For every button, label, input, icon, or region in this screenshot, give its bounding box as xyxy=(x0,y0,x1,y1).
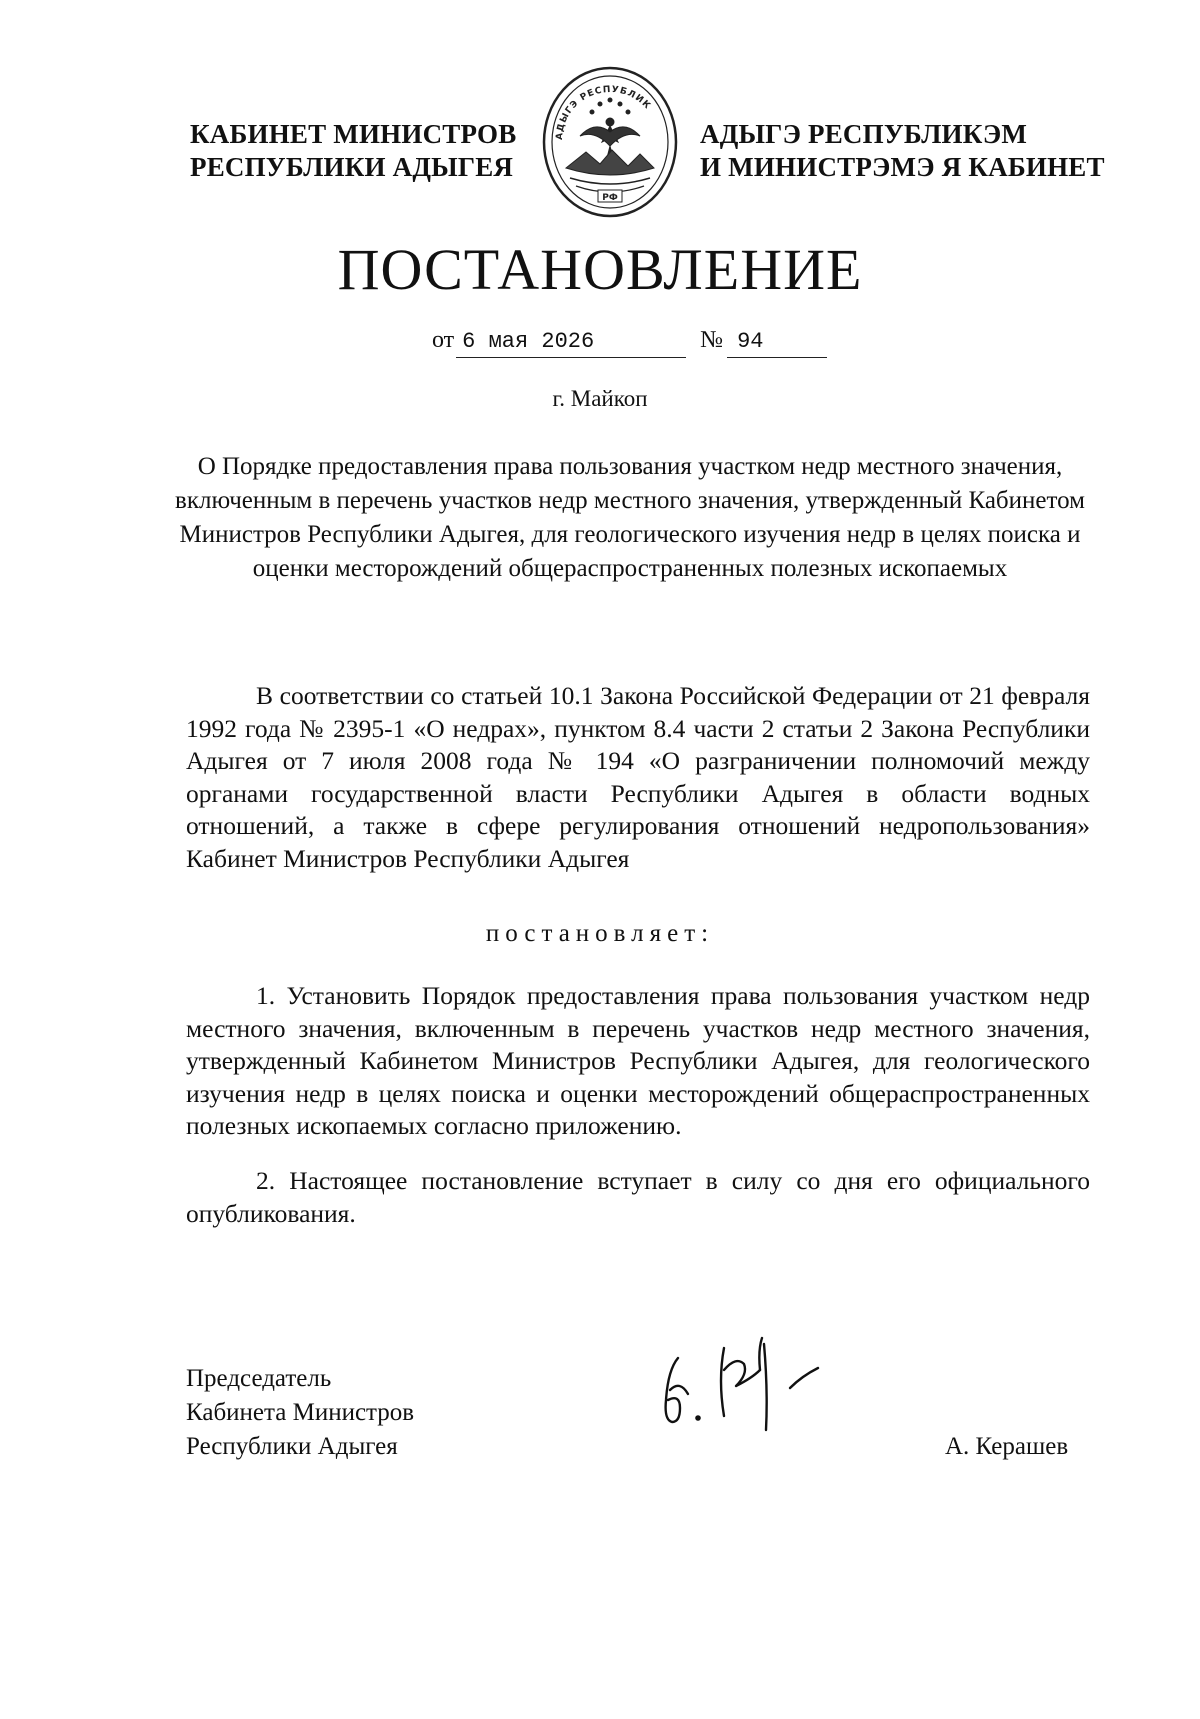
issuer-line: И МИНИСТРЭМЭ Я КАБИНЕТ xyxy=(700,152,1105,182)
resolves-heading: постановляет: xyxy=(485,920,715,947)
issuer-name-adyghe xyxy=(700,118,1105,184)
document-subject: О Порядке предоставления права пользования участком недр местного значения, включенным в перечень участков недр местного значения, утвержденный Кабинетом Министров Республики Адыгея, для геологического изучения недр в целях поиска и оценки месторождений общераспространенных полезных ископаемых xyxy=(175,453,1085,582)
issuer-name-russian xyxy=(190,118,516,184)
signer-position-line: Кабинета Министров xyxy=(186,1399,415,1426)
resolution-item-2: 2. Настоящее постановление вступает в силу со дня его официального опубликования. xyxy=(186,1166,1090,1228)
date-field: 6 мая 2026 xyxy=(456,327,686,358)
preamble-paragraph: В соответствии со статьей 10.1 Закона Российской Федерации от 21 февраля 1992 года № 2395-1 «О недрах», пунктом 8.4 части 2 статьи 2 Закона Республики Адыгея от 7 июля 2008 года № 194 «О разграничении полномочий между органами государственной власти Республики Адыгея в области водных отношений, а также в сфере регулирования отношений недропользования» Кабинет Министров Республики Адыгея xyxy=(186,681,1090,873)
date-label: от xyxy=(432,327,455,353)
document-title: ПОСТАНОВЛЕНИЕ xyxy=(337,237,863,302)
issuer-line: АДЫГЭ РЕСПУБЛИКЭМ xyxy=(700,119,1028,149)
issuer-line: РЕСПУБЛИКИ АДЫГЕЯ xyxy=(190,152,514,182)
svg-text:РФ: РФ xyxy=(602,193,618,203)
number-label: № xyxy=(700,327,724,353)
signer-position-line: Республики Адыгея xyxy=(186,1433,398,1460)
coat-of-arms-icon xyxy=(540,62,680,218)
signer-name: А. Керашев xyxy=(945,1433,1069,1460)
date-number-line xyxy=(432,322,827,358)
issuer-line: КАБИНЕТ МИНИСТРОВ xyxy=(190,119,517,149)
resolution-item-1: 1. Установить Порядок предоставления права пользования участком недр местного значения, включенным в перечень участков недр местного значения, утвержденный Кабинетом Министров Республики Адыгея, для геологического изучения недр в целях поиска и оценки месторождений общераспространенных полезных ископаемых согласно приложению. xyxy=(186,981,1090,1140)
svg-text:АДЫГЭ РЕСПУБЛИК: АДЫГЭ РЕСПУБЛИК xyxy=(554,84,653,141)
number-field: 94 xyxy=(727,327,827,358)
handwritten-signature-icon xyxy=(640,1330,840,1440)
signer-position-line: Председатель xyxy=(186,1365,332,1392)
signer-position xyxy=(186,1362,414,1464)
city-name: г. Майкоп xyxy=(552,386,648,411)
